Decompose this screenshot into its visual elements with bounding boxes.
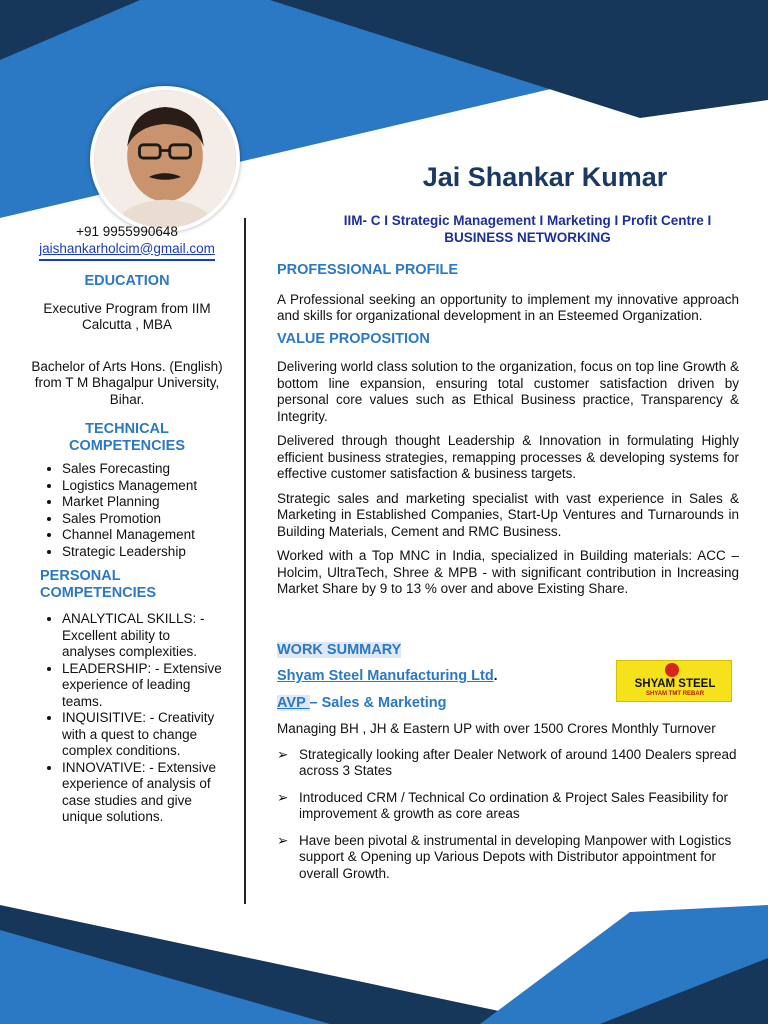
bullet-text: Introduced CRM / Technical Co ordination & Project Sales Feasibility for improvement & growth as core areas xyxy=(299,789,728,821)
bullet-text: Strategically looking after Dealer Network of around 1400 Dealers spread across 3 States xyxy=(299,746,737,778)
email-link[interactable]: jaishankarholcim@gmail.com xyxy=(39,241,215,262)
technical-heading-line-2: COMPETENCIES xyxy=(68,437,185,454)
list-item: • Sales Forecasting xyxy=(62,461,236,478)
value-heading: VALUE PROPOSITION xyxy=(277,330,430,347)
company-suffix: . xyxy=(493,668,498,683)
right-column xyxy=(277,262,739,892)
education-heading: EDUCATION xyxy=(84,273,170,289)
left-column xyxy=(18,224,236,826)
personal-heading-line-2: COMPETENCIES xyxy=(40,584,157,601)
value-paragraph: Delivered through thought Leadership & Innovation in formulating Highly efficient business strategies, remapping processes & developing systems for effective customer satisfaction & business targets. xyxy=(277,433,739,481)
sun-icon xyxy=(665,663,679,677)
profile-text: A Professional seeking an opportunity to implement my innovative approach and skills for organizational development in an Esteemed Organization. xyxy=(277,291,739,323)
list-item xyxy=(277,747,739,780)
education-item: Executive Program from IIM Calcutta , MBA xyxy=(43,300,211,332)
logo-name: SHYAM STEEL xyxy=(634,678,716,690)
list-item: • INNOVATIVE: - Extensive experience of analysis of case studies and give unique solutions. xyxy=(62,760,226,826)
arrow-bullet-icon: ➢ xyxy=(277,746,289,762)
list-item: • Logistics Management xyxy=(62,478,236,495)
value-paragraph: Strategic sales and marketing specialist with vast experience in Sales & Marketing in Established Companies, Start-Up Ventures and Turnarounds in Building Materials, Cement and RMC Business. xyxy=(277,490,739,539)
shyam-steel-logo xyxy=(616,660,732,702)
bullet-text: Have been pivotal & instrumental in developing Manpower with Logistics support & Opening up Various Depots with Distributor appointment for overall Growth. xyxy=(299,832,732,881)
logo-sub: SHYAM TMT REBAR xyxy=(645,691,705,697)
list-item xyxy=(277,833,739,883)
phone-number: +91 9955990648 xyxy=(76,224,178,239)
role-title: – Sales & Marketing xyxy=(309,694,447,711)
technical-heading-line-1: TECHNICAL xyxy=(85,421,169,437)
contact-block xyxy=(18,224,236,261)
value-paragraph: Worked with a Top MNC in India, specialized in Building materials: ACC – Holcim, UltraTech, Shree & MPB - with significant contribution in Increasing Market Share by 9 to 13 % over and above Existing Share. xyxy=(277,548,739,596)
technical-heading xyxy=(18,421,236,454)
arrow-bullet-icon: ➢ xyxy=(277,832,289,848)
personal-list xyxy=(18,611,236,826)
column-divider xyxy=(244,218,246,904)
arrow-bullet-icon: ➢ xyxy=(277,789,289,805)
list-item: • Channel Management xyxy=(62,527,236,544)
profile-heading: PROFESSIONAL PROFILE xyxy=(277,262,459,278)
personal-heading xyxy=(18,568,236,601)
list-item: • Strategic Leadership xyxy=(62,544,236,561)
tagline xyxy=(300,212,755,246)
list-item: • INQUISITIVE: - Creativity with a quest to change complex conditions. xyxy=(62,710,226,760)
tagline-line-2: BUSINESS NETWORKING xyxy=(444,230,611,245)
candidate-name: Jai Shankar Kumar xyxy=(422,162,668,192)
list-item: • ANALYTICAL SKILLS: - Excellent ability to analyses complexities. xyxy=(62,611,226,661)
work-summary-text: Managing BH , JH & Eastern UP with over 1500 Crores Monthly Turnover xyxy=(277,721,716,736)
personal-heading-line-1: PERSONAL xyxy=(40,568,121,584)
list-item: • LEADERSHIP: - Extensive experience of leading teams. xyxy=(62,661,226,711)
work-summary-heading: WORK SUMMARY xyxy=(277,641,402,658)
tagline-line-1: IIM- C I Strategic Management I Marketing I Profit Centre I xyxy=(343,213,712,228)
list-item xyxy=(277,790,739,823)
value-paragraph: Delivering world class solution to the organization, focus on top line Growth & bottom line expansion, ensuring total customer satisfaction driven by personal core values such as Ethical Business practice, Transparency & Integrity. xyxy=(277,359,739,424)
company-name: Shyam Steel Manufacturing Ltd xyxy=(277,668,494,684)
education-item: Bachelor of Arts Hons. (English) from T M Bhagalpur University, Bihar. xyxy=(31,358,223,407)
role-prefix: AVP xyxy=(277,694,310,711)
profile-photo xyxy=(90,86,240,232)
list-item: • Sales Promotion xyxy=(62,511,236,528)
list-item: • Market Planning xyxy=(62,494,236,511)
work-bullets xyxy=(277,747,739,883)
technical-list xyxy=(18,461,236,560)
